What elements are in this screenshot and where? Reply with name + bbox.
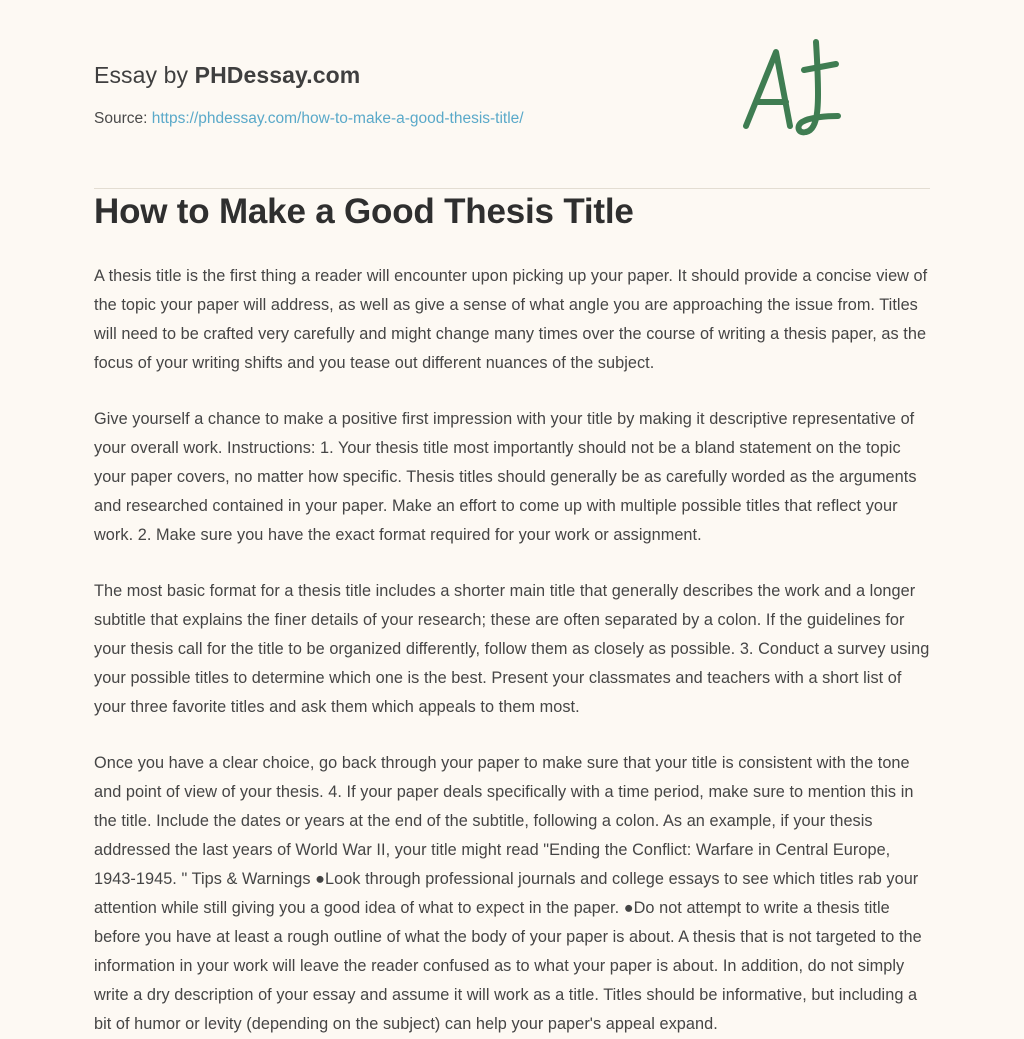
paragraph: Give yourself a chance to make a positive first impression with your title by making it descriptive representative of your overall work. Instructions: 1. Your thesis title most importantly should not be a bland statement on the topic your paper covers, no matter how specific. Thesis titles should generally be as carefully worded as the arguments and researched contained in your paper. Make an effort to come up with multiple possible titles that reflect your work. 2. Make sure you have the exact format required for your work or assignment.	[94, 409, 917, 544]
document-header	[94, 0, 930, 128]
article-body	[94, 262, 930, 1039]
paragraph: Once you have a clear choice, go back through your paper to make sure that your title is consistent with the tone and point of view of your thesis. 4. If your paper deals specifically with a time period, make sure to mention this in the title. Include the dates or years at the end of the subtitle, following a colon. As an example, if your thesis addressed the last years of World War II, your title might read "Ending the Conflict: Warfare in Central Europe, 1943-1945. " Tips & Warnings ●Look through professional journals and college essays to see which titles rab your attention while still giving you a good idea of what to expect in the paper. ●Do not attempt to write a thesis title before you have at least a rough outline of what the body of your paper is about. A thesis that is not targeted to the information in your work will leave the reader confused as to what your paper is about. In addition, do not simply write a dry description of your essay and assume it will work as a title. Titles should be informative, but including a bit of humor or levity (depending on the subject) can help your paper's appeal expand.	[94, 753, 922, 1033]
page-title: How to Make a Good Thesis Title	[94, 192, 634, 231]
brand-essay-label: Essay	[94, 62, 158, 88]
source-url-link[interactable]: https://phdessay.com/how-to-make-a-good-thesis-title/	[151, 110, 524, 127]
header-divider	[94, 188, 930, 189]
brand-by-label: by	[157, 62, 195, 88]
phdessay-monogram-icon	[732, 34, 852, 144]
source-label: Source:	[94, 110, 152, 127]
brand-site-label: PHDessay.com	[194, 62, 361, 88]
paragraph: A thesis title is the first thing a reader will encounter upon picking up your paper. It should provide a concise view of the topic your paper will address, as well as give a sense of what angle you are approaching the issue from. Titles will need to be crafted very carefully and might change many times over the course of writing a thesis paper, as the focus of your writing shifts and you tease out different nuances of the subject.	[94, 266, 928, 372]
paragraph: The most basic format for a thesis title includes a shorter main title that generally describes the work and a longer subtitle that explains the finer details of your research; these are often separated by a colon. If the guidelines for your thesis call for the title to be organized differently, follow them as closely as possible. 3. Conduct a survey using your possible titles to determine which one is the best. Present your classmates and teachers with a short list of your three favorite titles and ask them which appeals to them most.	[94, 581, 930, 716]
